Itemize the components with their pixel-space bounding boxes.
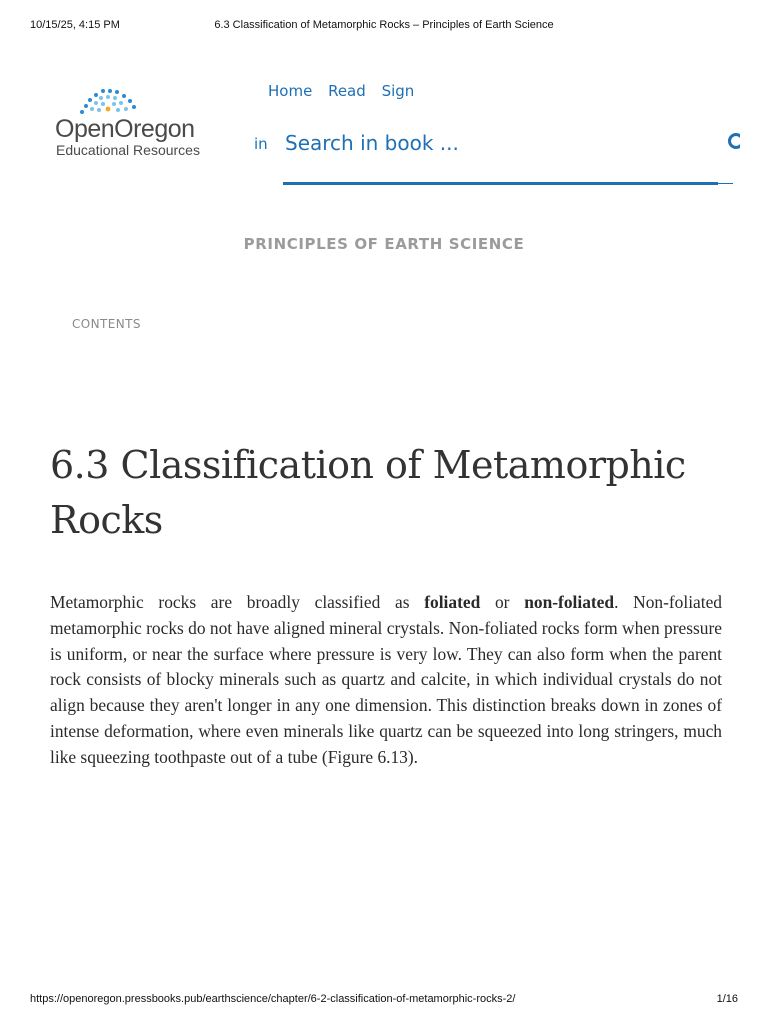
logo-subtitle: Educational Resources [56, 142, 200, 158]
search-underline-extension [718, 183, 733, 184]
print-url: https://openoregon.pressbooks.pub/earthscience/chapter/6-2-classification-of-metamorphic-rocks-2/ [30, 993, 516, 1005]
print-datetime: 10/15/25, 4:15 PM [30, 19, 120, 31]
search-input[interactable] [285, 126, 715, 160]
search-underline [283, 182, 718, 185]
print-page-title: 6.3 Classification of Metamorphic Rocks – Principles of Earth Science [214, 19, 554, 31]
paragraph-text: . Non-foliated metamorphic rocks do not have aligned mineral crystals. Non-foliated rocks form when pressure is uniform, or near the surface where pressure is very low. They can also form when the parent rock consists of blocky minerals such as quartz and calcite, in which individual crystals do not align because they aren't longer in any one dimension. This distinction breaks down in zones of intense deformation, where even minerals like quartz can be squeezed into long stringers, much like squeezing toothpaste out of a tube (Figure 6.13). [50, 592, 723, 767]
print-page-number: 1/16 [716, 993, 738, 1005]
logo-dots-icon [77, 88, 137, 118]
nav-home-link[interactable]: Home [268, 82, 313, 100]
book-title[interactable]: PRINCIPLES OF EARTH SCIENCE [243, 235, 525, 253]
top-nav [268, 82, 425, 100]
nav-sign-in-link[interactable]: Sign [381, 82, 415, 100]
term-non-foliated: non-foliated [524, 592, 615, 612]
openoregon-logo[interactable] [55, 88, 225, 160]
term-foliated: foliated [424, 592, 481, 612]
contents-toggle[interactable]: CONTENTS [72, 317, 141, 331]
nav-read-link[interactable]: Read [328, 82, 366, 100]
print-header [0, 0, 768, 40]
chapter-title: 6.3 Classification of Metamorphic Rocks [50, 443, 686, 542]
logo-title: OpenOregon [55, 115, 195, 143]
paragraph-text: Metamorphic rocks are broadly classified as [50, 592, 425, 612]
search-icon[interactable] [724, 131, 740, 151]
chapter-paragraph [50, 590, 722, 771]
paragraph-text: or [480, 592, 525, 612]
nav-sign-in-link-continued[interactable]: in [254, 135, 268, 153]
